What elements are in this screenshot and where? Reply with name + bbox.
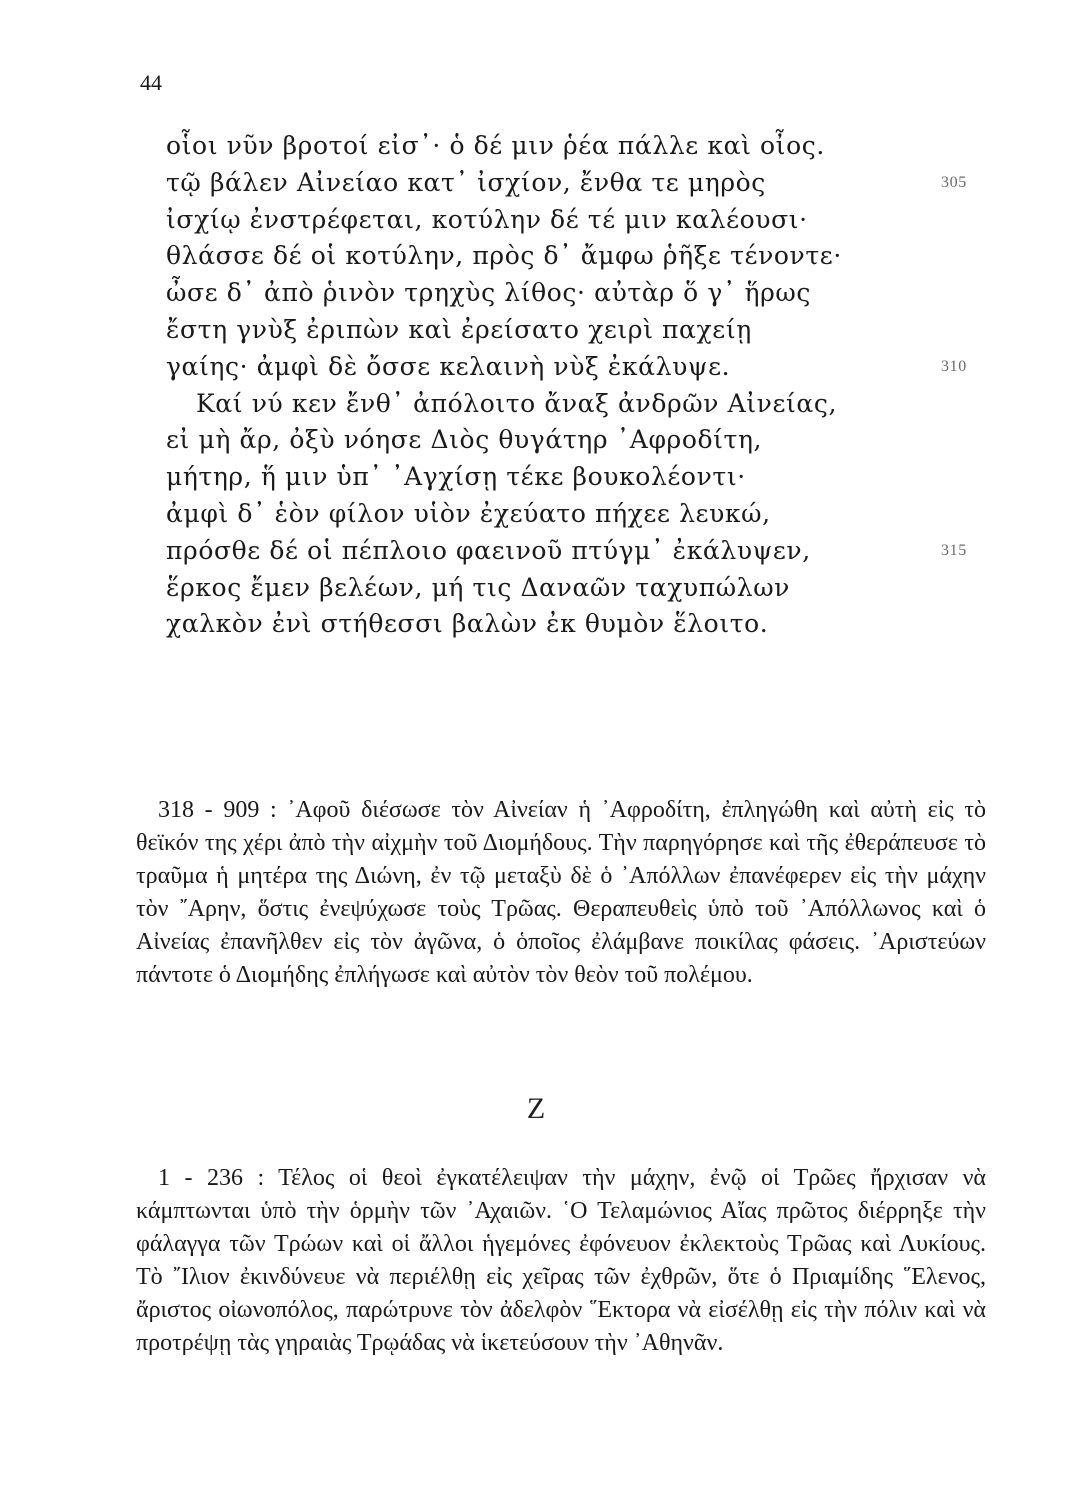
verse-line [166,275,986,312]
line-number: 315 [941,541,967,559]
commentary-paragraph-1-236: 1 - 236 : Τέλος οἱ θεοὶ ἐγκατέλειψαν τὴν μάχην, ἐνῷ οἱ Τρῶες ἤρχισαν νὰ κάμπτωνται ὑπὸ τὴν ὁρμὴν τῶν ᾽Αχαιῶν. ῾Ο Τελαμώνιος Αἴας πρῶτος διέρρηξε τὴν φάλαγγα τῶν Τρώων καὶ οἱ ἄλλοι ἡγεμόνες ἐφόνευον ἐκλεκτοὺς Τρῶας καὶ Λυκίους. Τὸ ῎Ιλιον ἐκινδύνευε νὰ περιέλθῃ εἰς χεῖρας τῶν ἐχθρῶν, ὅτε ὁ Πριαμίδης ῞Ελενος, ἄριστος οἰωνοπόλος, παρώτρυνε τὸν ἀδελφὸν ῞Εκτορα νὰ εἰσέλθῃ εἰς τὴν πόλιν καὶ νὰ προτρέψῃ τὰς γηραιὰς Τρῳάδας νὰ ἱκετεύσουν τὴν ᾽Αθηνᾶν. [136,1165,986,1356]
verse-text: τῷ βάλεν Αἰνείαο κατ᾽ ἰσχίον, ἔνθα τε μηρὸς [166,167,766,197]
line-number: 305 [941,173,967,191]
verse-line [166,533,986,570]
verse-line [166,459,986,496]
verse-text: ὦσε δ᾽ ἀπὸ ῥινὸν τρηχὺς λίθος· αὐτὰρ ὅ γ᾽ ἥρως [166,278,811,308]
verse-line [166,606,986,643]
verse-line [166,128,986,165]
verse-line [166,238,986,275]
page-number: 44 [140,70,162,95]
verse-text: ἀμφὶ δ᾽ ἑὸν φίλον υἱὸν ἐχεύατο πήχεε λευκώ, [166,498,771,528]
verse-text: εἰ μὴ ἄρ, ὀξὺ νόησε Διὸς θυγάτηρ ᾽Αφροδίτη, [166,425,763,455]
verse-text: θλάσσε δέ οἱ κοτύλην, πρὸς δ᾽ ἄμφω ῥῆξε τένοντε· [166,241,842,271]
line-number: 310 [941,357,967,375]
commentary-paragraph-318-909: 318 - 909 : ᾽Αφοῦ διέσωσε τὸν Αἰνείαν ἡ ᾽Αφροδίτη, ἐπληγώθη καὶ αὐτὴ εἰς τὸ θεϊκόν της χέρι ἀπὸ τὴν αἰχμὴν τοῦ Διομήδους. Τὴν παρηγόρησε καὶ τῆς ἐθεράπευσε τὸ τραῦμα ἡ μητέρα της Διώνη, ἐν τῷ μεταξὺ δὲ ὁ ᾽Απόλλων ἐπανέφερεν εἰς τὴν μάχην τὸν ῎Αρην, ὅστις ἐνεψύχωσε τοὺς Τρῶας. Θεραπευθεὶς ὑπὸ τοῦ ᾽Απόλλωνος καὶ ὁ Αἰνείας ἐπανῆλθεν εἰς τὸν ἀγῶνα, ὁ ὁποῖος ἐλάμβανε ποικίλας φάσεις. ᾽Αριστεύων πάντοτε ὁ Διομήδης ἐπλήγωσε καὶ αὐτὸν τὸν θεὸν τοῦ πολέμου. [136,797,986,988]
verse-line [166,349,986,386]
verse-line [166,496,986,533]
verse-text: ἰσχίῳ ἐνστρέφεται, κοτύλην δέ τέ μιν καλέουσι· [166,204,808,234]
verse-text: ἕρκος ἔμεν βελέων, μή τις Δαναῶν ταχυπώλων [166,572,790,602]
verse-line [166,422,986,459]
verse-text: πρόσθε δέ οἱ πέπλοιο φαεινοῦ πτύγμ᾽ ἐκάλυψεν, [166,535,811,565]
verse-line [166,312,986,349]
verse-line [166,386,986,423]
verse-text: Καί νύ κεν ἔνθ᾽ ἀπόλοιτο ἄναξ ἀνδρῶν Αἰνείας, [196,388,838,418]
verse-text: μήτηρ, ἥ μιν ὑπ᾽ ᾽Αγχίσῃ τέκε βουκολέοντι· [166,462,746,492]
verse-text: χαλκὸν ἐνὶ στήθεσσι βαλὼν ἐκ θυμὸν ἕλοιτο. [166,609,769,639]
verse-block [166,128,986,643]
verse-text: οἷοι νῦν βροτοί εἰσ᾽· ὁ δέ μιν ῥέα πάλλε καὶ οἶος. [166,131,825,160]
verse-line [166,202,986,239]
book-heading: Ζ [526,1092,546,1125]
verse-text: ἔστη γνὺξ ἐριπὼν καὶ ἐρείσατο χειρὶ παχείῃ [166,314,752,344]
verse-line [166,165,986,202]
verse-line [166,570,986,607]
verse-text: γαίης· ἀμφὶ δὲ ὄσσε κελαινὴ νὺξ ἐκάλυψε. [166,351,731,381]
